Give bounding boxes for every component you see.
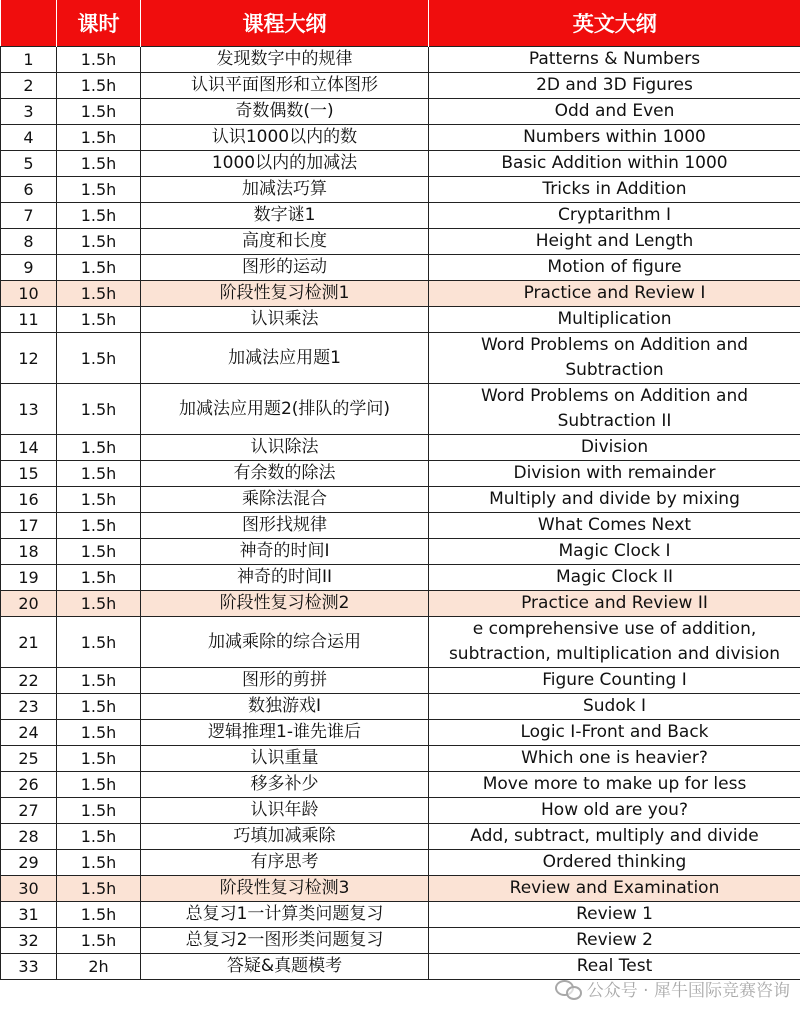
row-en-topic (429, 928, 800, 954)
row-cn-topic: 总复习2一图形类问题复习 (141, 928, 429, 954)
en-topic-line: Division (580, 437, 649, 457)
row-cn-topic: 认识乘法 (141, 307, 429, 333)
row-number: 17 (1, 513, 57, 539)
row-number: 16 (1, 487, 57, 513)
table-body (1, 47, 800, 980)
row-cn-topic: 高度和长度 (141, 229, 429, 255)
en-topic-line: Division with remainder (513, 463, 716, 483)
row-hours: 1.5h (57, 694, 141, 720)
row-hours: 1.5h (57, 99, 141, 125)
row-hours: 1.5h (57, 125, 141, 151)
header-row (1, 0, 800, 47)
row-en-topic (429, 47, 800, 73)
row-hours: 1.5h (57, 928, 141, 954)
en-topic-line: Tricks in Addition (542, 179, 687, 199)
row-cn-topic: 数独游戏I (141, 694, 429, 720)
row-hours: 1.5h (57, 772, 141, 798)
en-topic-line: Add, subtract, multiply and divide (470, 826, 759, 846)
row-number: 27 (1, 798, 57, 824)
row-number: 32 (1, 928, 57, 954)
table-row (1, 151, 800, 177)
en-topic-line: Multiply and divide by mixing (489, 489, 740, 509)
row-hours: 1.5h (57, 47, 141, 73)
table-row (1, 565, 800, 591)
row-hours: 1.5h (57, 229, 141, 255)
row-en-topic (429, 902, 800, 928)
row-number: 19 (1, 565, 57, 591)
row-number: 1 (1, 47, 57, 73)
header-en-outline: 英文大纲 (429, 0, 800, 47)
row-cn-topic: 发现数字中的规律 (141, 47, 429, 73)
row-cn-topic: 图形找规律 (141, 513, 429, 539)
row-hours: 1.5h (57, 203, 141, 229)
row-number: 23 (1, 694, 57, 720)
row-hours: 1.5h (57, 720, 141, 746)
row-cn-topic: 乘除法混合 (141, 487, 429, 513)
row-number: 14 (1, 435, 57, 461)
row-hours: 1.5h (57, 668, 141, 694)
row-en-topic (429, 876, 800, 902)
en-topic-line: Figure Counting I (542, 670, 687, 690)
row-cn-topic: 神奇的时间II (141, 565, 429, 591)
table-row (1, 487, 800, 513)
row-en-topic (429, 850, 800, 876)
table-row (1, 928, 800, 954)
row-cn-topic: 认识除法 (141, 435, 429, 461)
row-hours: 1.5h (57, 384, 141, 435)
table-row (1, 902, 800, 928)
table-row (1, 73, 800, 99)
row-en-topic (429, 125, 800, 151)
row-number: 9 (1, 255, 57, 281)
row-number: 21 (1, 617, 57, 668)
table-row (1, 435, 800, 461)
row-cn-topic: 阶段性复习检测3 (141, 876, 429, 902)
en-topic-line: Practice and Review II (521, 593, 708, 613)
table-row (1, 307, 800, 333)
row-cn-topic: 神奇的时间I (141, 539, 429, 565)
table-row (1, 99, 800, 125)
row-hours: 1.5h (57, 824, 141, 850)
header-index (1, 0, 57, 47)
row-hours: 1.5h (57, 876, 141, 902)
en-topic-line: Subtraction (565, 360, 664, 380)
en-topic-line: e comprehensive use of addition, (472, 619, 757, 639)
row-cn-topic: 加减法巧算 (141, 177, 429, 203)
row-cn-topic: 图形的剪拼 (141, 668, 429, 694)
row-en-topic (429, 73, 800, 99)
row-en-topic (429, 333, 800, 384)
watermark-text: 公众号 · 犀牛国际竞赛咨询 (586, 981, 790, 1001)
en-topic-line: Ordered thinking (542, 852, 687, 872)
row-en-topic (429, 591, 800, 617)
row-number: 15 (1, 461, 57, 487)
row-hours: 1.5h (57, 461, 141, 487)
en-topic-line: Move more to make up for less (482, 774, 747, 794)
table-row (1, 591, 800, 617)
en-topic-line: Magic Clock II (556, 567, 673, 587)
row-number: 30 (1, 876, 57, 902)
table-row (1, 513, 800, 539)
table-row (1, 47, 800, 73)
row-cn-topic: 总复习1一计算类问题复习 (141, 902, 429, 928)
table-row (1, 384, 800, 435)
row-cn-topic: 有余数的除法 (141, 461, 429, 487)
table-row (1, 668, 800, 694)
row-en-topic (429, 435, 800, 461)
en-topic-line: Magic Clock I (558, 541, 671, 561)
en-topic-line: 2D and 3D Figures (536, 75, 693, 95)
row-en-topic (429, 461, 800, 487)
row-number: 26 (1, 772, 57, 798)
row-en-topic (429, 746, 800, 772)
en-topic-line: Real Test (576, 956, 653, 976)
row-number: 33 (1, 954, 57, 980)
table-row (1, 720, 800, 746)
en-topic-line: Patterns & Numbers (528, 49, 701, 69)
row-cn-topic: 阶段性复习检测2 (141, 591, 429, 617)
table-row (1, 617, 800, 668)
row-cn-topic: 图形的运动 (141, 255, 429, 281)
en-topic-line: Basic Addition within 1000 (501, 153, 728, 173)
row-hours: 1.5h (57, 617, 141, 668)
en-topic-line: Odd and Even (554, 101, 675, 121)
row-cn-topic: 有序思考 (141, 850, 429, 876)
row-hours: 1.5h (57, 591, 141, 617)
row-hours: 1.5h (57, 513, 141, 539)
row-number: 22 (1, 668, 57, 694)
row-en-topic (429, 694, 800, 720)
row-number: 18 (1, 539, 57, 565)
en-topic-line: subtraction, multiplication and division (448, 644, 781, 664)
table-row (1, 125, 800, 151)
row-en-topic (429, 307, 800, 333)
table-row (1, 203, 800, 229)
row-hours: 1.5h (57, 850, 141, 876)
table-row (1, 177, 800, 203)
en-topic-line: Review 1 (576, 904, 653, 924)
row-cn-topic: 1000以内的加减法 (141, 151, 429, 177)
table-row (1, 824, 800, 850)
row-hours: 1.5h (57, 281, 141, 307)
row-cn-topic: 数字谜1 (141, 203, 429, 229)
table-row (1, 333, 800, 384)
row-hours: 1.5h (57, 746, 141, 772)
en-topic-line: Word Problems on Addition and (480, 386, 749, 406)
row-hours: 1.5h (57, 255, 141, 281)
row-cn-topic: 答疑&真题模考 (141, 954, 429, 980)
row-number: 25 (1, 746, 57, 772)
row-en-topic (429, 617, 800, 668)
row-en-topic (429, 539, 800, 565)
header-cn-outline: 课程大纲 (141, 0, 429, 47)
row-en-topic (429, 151, 800, 177)
table-row (1, 954, 800, 980)
row-number: 3 (1, 99, 57, 125)
en-topic-line: Which one is heavier? (521, 748, 708, 768)
row-cn-topic: 加减乘除的综合运用 (141, 617, 429, 668)
row-number: 12 (1, 333, 57, 384)
table-row (1, 255, 800, 281)
row-cn-topic: 认识重量 (141, 746, 429, 772)
row-hours: 1.5h (57, 333, 141, 384)
row-number: 29 (1, 850, 57, 876)
row-number: 20 (1, 591, 57, 617)
table-row (1, 461, 800, 487)
row-en-topic (429, 824, 800, 850)
en-topic-line: Cryptarithm I (558, 205, 671, 225)
row-en-topic (429, 772, 800, 798)
row-en-topic (429, 954, 800, 980)
row-cn-topic: 加减法应用题1 (141, 333, 429, 384)
row-en-topic (429, 720, 800, 746)
row-cn-topic: 奇数偶数(一) (141, 99, 429, 125)
en-topic-line: What Comes Next (537, 515, 692, 535)
row-number: 6 (1, 177, 57, 203)
row-hours: 1.5h (57, 798, 141, 824)
row-number: 4 (1, 125, 57, 151)
row-hours: 1.5h (57, 151, 141, 177)
en-topic-line: Motion of figure (547, 257, 682, 277)
row-en-topic (429, 229, 800, 255)
row-number: 11 (1, 307, 57, 333)
en-topic-line: Multiplication (557, 309, 672, 329)
row-en-topic (429, 255, 800, 281)
table-row (1, 281, 800, 307)
row-hours: 1.5h (57, 487, 141, 513)
row-hours: 1.5h (57, 73, 141, 99)
row-cn-topic: 移多补少 (141, 772, 429, 798)
row-en-topic (429, 203, 800, 229)
table-row (1, 229, 800, 255)
header-hours: 课时 (57, 0, 141, 47)
table-row (1, 539, 800, 565)
row-hours: 1.5h (57, 565, 141, 591)
row-hours: 2h (57, 954, 141, 980)
row-en-topic (429, 798, 800, 824)
row-cn-topic: 阶段性复习检测1 (141, 281, 429, 307)
en-topic-line: Subtraction II (557, 411, 672, 431)
row-en-topic (429, 513, 800, 539)
en-topic-line: Review and Examination (509, 878, 720, 898)
row-number: 31 (1, 902, 57, 928)
row-cn-topic: 认识1000以内的数 (141, 125, 429, 151)
row-en-topic (429, 281, 800, 307)
table-row (1, 850, 800, 876)
row-hours: 1.5h (57, 539, 141, 565)
en-topic-line: Practice and Review I (523, 283, 706, 303)
row-number: 24 (1, 720, 57, 746)
table-row (1, 694, 800, 720)
en-topic-line: Word Problems on Addition and (480, 335, 749, 355)
table-row (1, 772, 800, 798)
row-cn-topic: 认识平面图形和立体图形 (141, 73, 429, 99)
row-en-topic (429, 487, 800, 513)
en-topic-line: Sudok I (582, 696, 647, 716)
row-hours: 1.5h (57, 177, 141, 203)
row-hours: 1.5h (57, 435, 141, 461)
row-hours: 1.5h (57, 902, 141, 928)
row-number: 8 (1, 229, 57, 255)
row-en-topic (429, 668, 800, 694)
en-topic-line: Logic I-Front and Back (520, 722, 709, 742)
row-en-topic (429, 99, 800, 125)
row-hours: 1.5h (57, 307, 141, 333)
row-en-topic (429, 565, 800, 591)
row-number: 10 (1, 281, 57, 307)
row-cn-topic: 逻辑推理1-谁先谁后 (141, 720, 429, 746)
en-topic-line: How old are you? (541, 800, 688, 820)
row-cn-topic: 巧填加减乘除 (141, 824, 429, 850)
table-row (1, 876, 800, 902)
en-topic-line: Height and Length (535, 231, 694, 251)
row-cn-topic: 认识年龄 (141, 798, 429, 824)
table-row (1, 746, 800, 772)
row-number: 7 (1, 203, 57, 229)
row-number: 5 (1, 151, 57, 177)
wechat-icon (555, 980, 581, 998)
row-en-topic (429, 384, 800, 435)
row-en-topic (429, 177, 800, 203)
en-topic-line: Review 2 (576, 930, 653, 950)
table-row (1, 798, 800, 824)
row-cn-topic: 加减法应用题2(排队的学问) (141, 384, 429, 435)
row-number: 13 (1, 384, 57, 435)
row-number: 2 (1, 73, 57, 99)
row-number: 28 (1, 824, 57, 850)
en-topic-line: Numbers within 1000 (523, 127, 706, 147)
